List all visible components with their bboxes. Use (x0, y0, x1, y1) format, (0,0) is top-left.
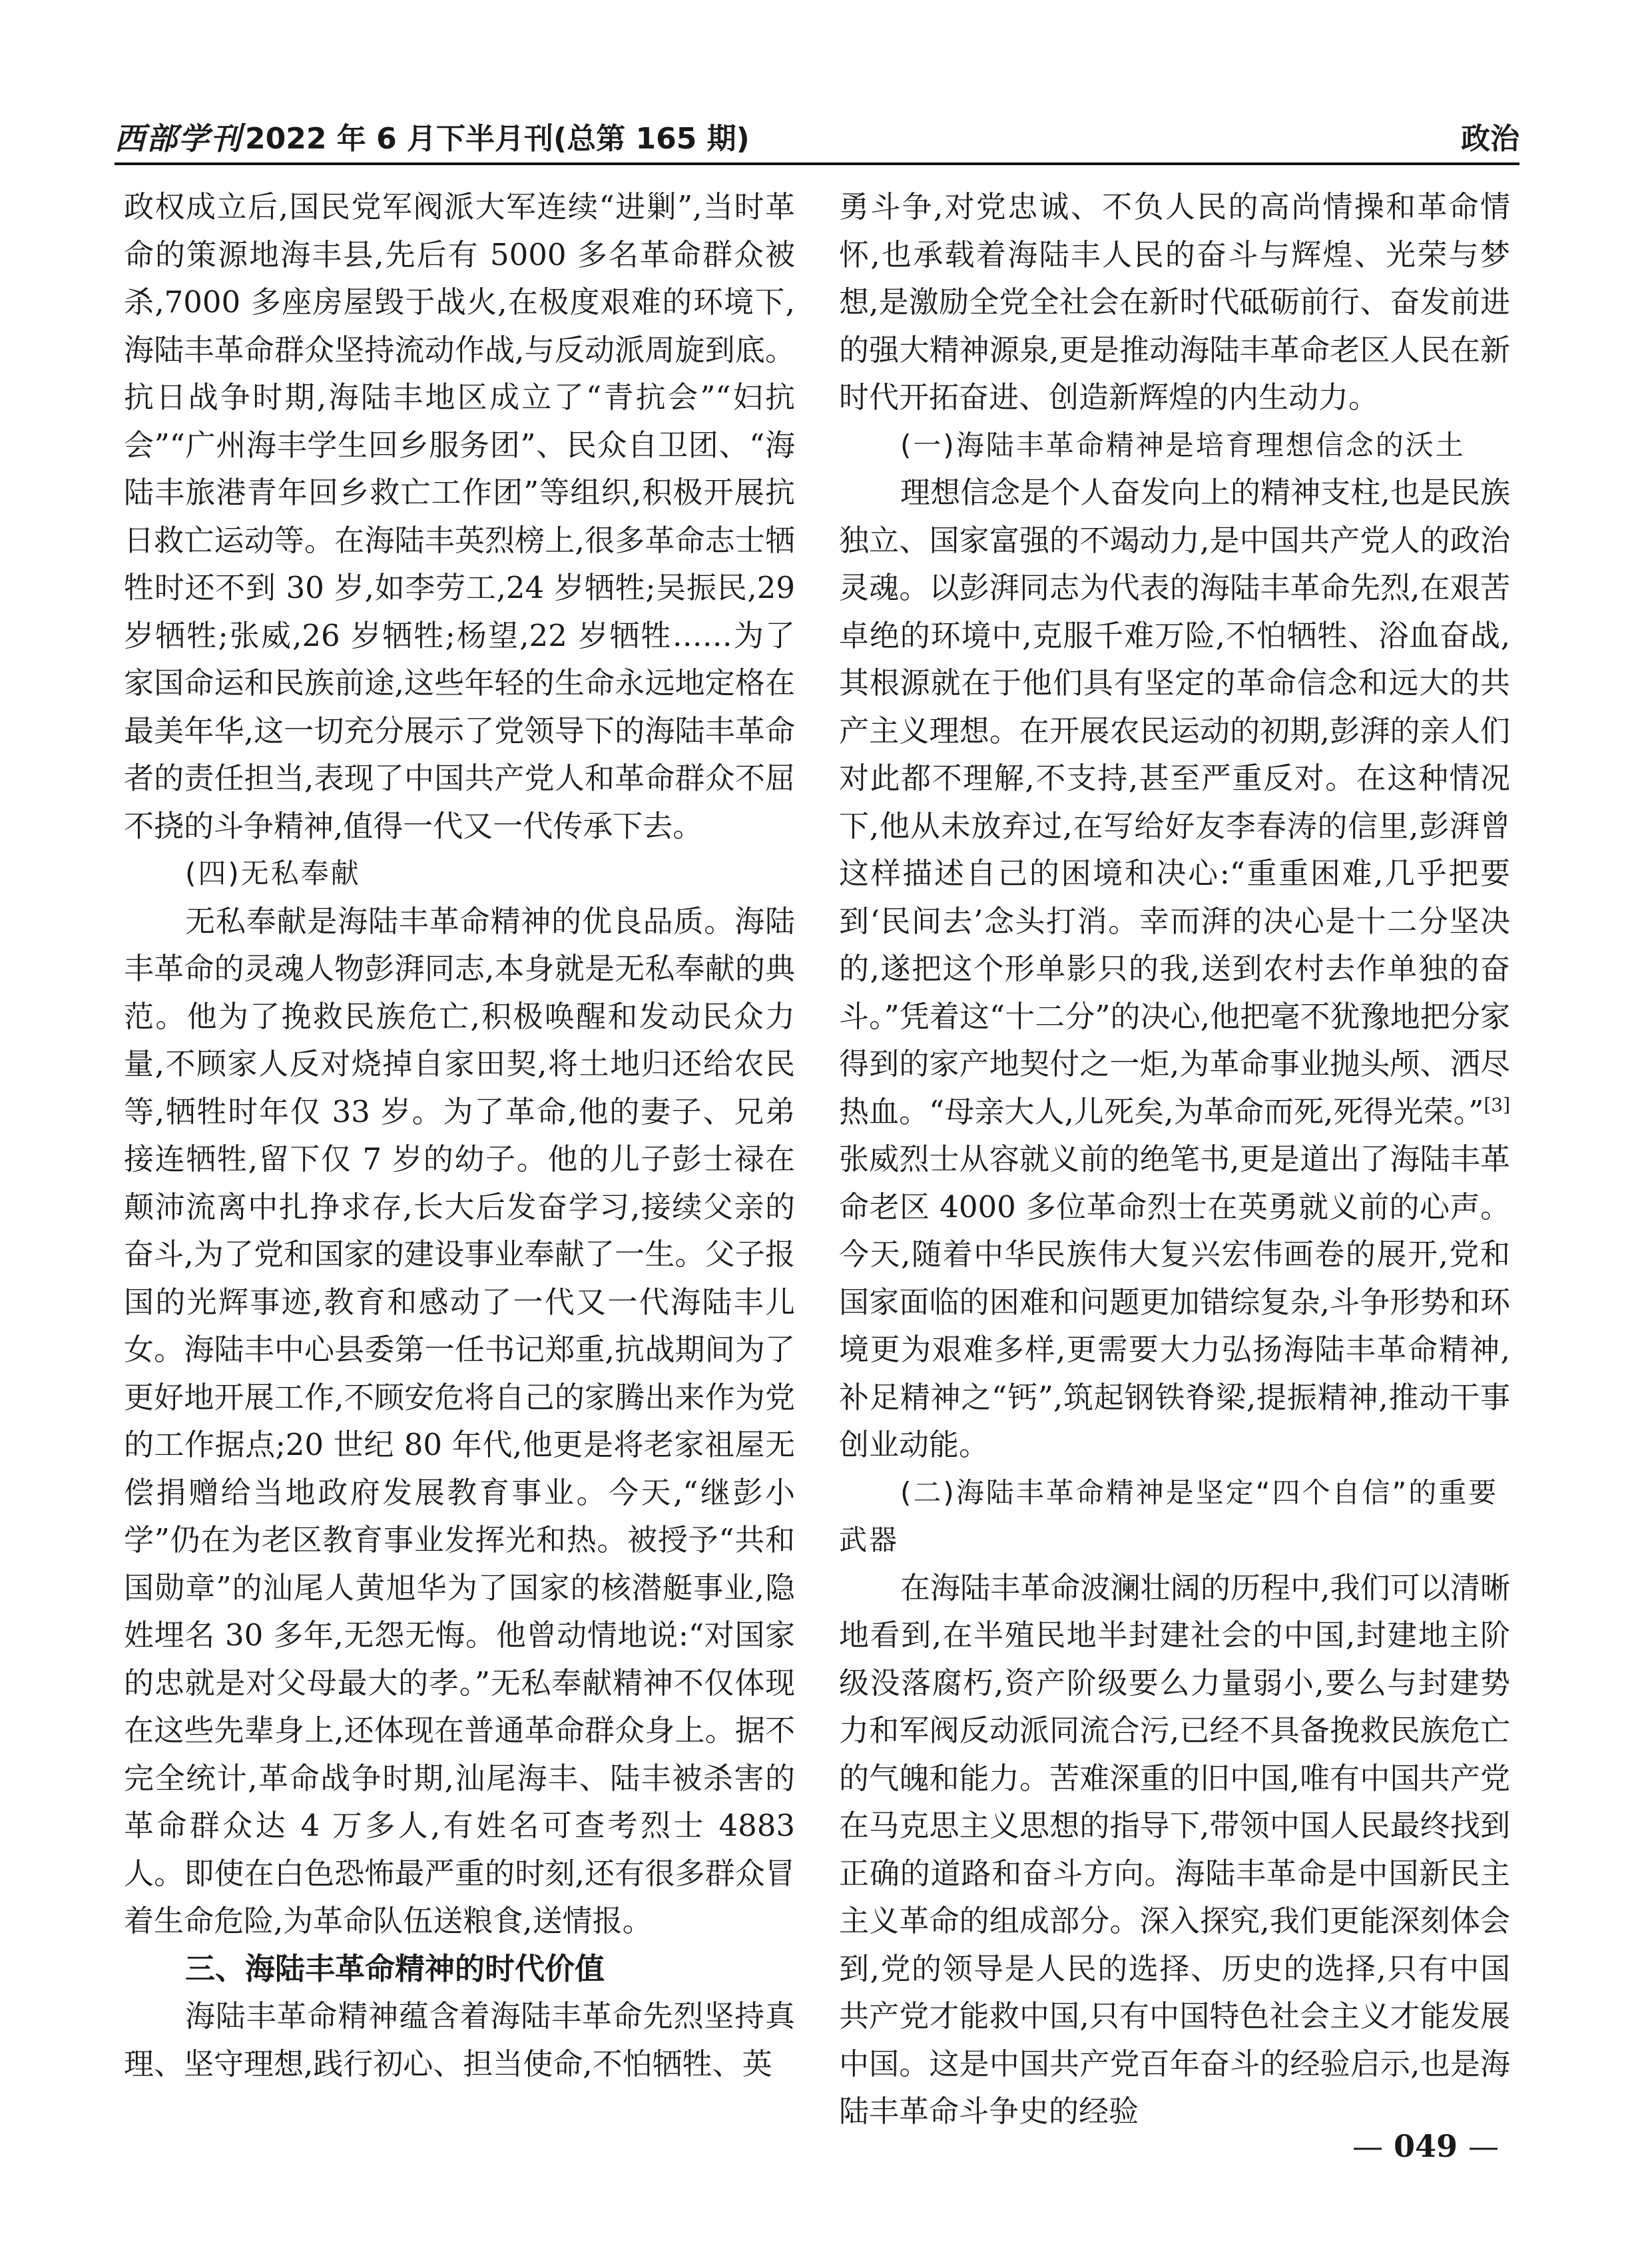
right-column (839, 183, 1510, 2135)
issue-info: 2022 年 6 月下半月刊(总第 165 期) (245, 122, 750, 156)
page-number-dash: — (1352, 2128, 1383, 2164)
citation-marker: [3] (1484, 1093, 1510, 1116)
paragraph-text: 理想信念是个人奋发向上的精神支柱,也是民族独立、国家富强的不竭动力,是中国共产党人的政治灵魂。以彭湃同志为代表的海陆丰革命先烈,在艰苦卓绝的环境中,克服千难万险,不怕牺牲、浴血奋战,其根源就在于他们具有坚定的革命信念和远大的共产主义理想。在开展农民运动的初期,彭湃的亲人们对此都不理解,不支持,甚至严重反对。在这种情况下,他从未放弃过,在写给好友李春涛的信里,彭湃曾这样描述自己的困境和决心:“重重困难,几乎把要到‘民间去’念头打消。幸而湃的决心是十二分坚决的,遂把这个形单影只的我,送到农村去作单独的奋斗。”凭着这“十二分”的决心,他把毫不犹豫地把分家得到的家产地契付之一炬,为革命事业抛头颅、洒尽热血。“母亲大人,儿死矣,为革命而死,死得光荣。” (839, 475, 1510, 1129)
paragraph: 海陆丰革命精神蕴含着海陆丰革命先烈坚持真理、坚守理想,践行初心、担当使命,不怕牺牲、英 (124, 1998, 795, 2082)
journal-logo: 西部学刊 (115, 121, 242, 156)
subsection-heading: (二)海陆丰革命精神是坚定“四个自信”的重要武器 (839, 1476, 1499, 1556)
paragraph: 勇斗争,对党忠诚、不负人民的高尚情操和革命情怀,也承载着海陆丰人民的奋斗与辉煌、光荣与梦想,是激励全党全社会在新时代砥砺前行、奋发前进的强大精神源泉,更是推动海陆丰革命老区人民在新时代开拓奋进、创造新辉煌的内生动力。 (839, 189, 1510, 415)
page-header (115, 112, 1519, 154)
paragraph-text: 张威烈士从容就义前的绝笔书,更是道出了海陆丰革命老区 4000 多位革命烈士在英勇就义前的心声。今天,随着中华民族伟大复兴宏伟画卷的展开,党和国家面临的困难和问题更加错综复杂,斗争形势和环境更为艰难多样,更需要大力弘扬海陆丰革命精神,补足精神之“钙”,筑起钢铁脊梁,提振精神,推动干事创业动能。 (839, 1141, 1510, 1462)
page-number-value: 049 (1393, 2128, 1458, 2164)
paragraph: 无私奉献是海陆丰革命精神的优良品质。海陆丰革命的灵魂人物彭湃同志,本身就是无私奉献的典范。他为了挽救民族危亡,积极唤醒和发动民众力量,不顾家人反对烧掉自家田契,将土地归还给农民等,牺牲时年仅 33 岁。为了革命,他的妻子、兄弟接连牺牲,留下仅 7 岁的幼子。他的儿子彭士禄在颠沛流离中扎挣求存,长大后发奋学习,接续父亲的奋斗,为了党和国家的建设事业奉献了一生。父子报国的光辉事迹,教育和感动了一代又一代海陆丰儿女。海陆丰中心县委第一任书记郑重,抗战期间为了更好地开展工作,不顾安危将自己的家腾出来作为党的工作据点;20 世纪 80 年代,他更是将老家祖屋无偿捐赠给当地政府发展教育事业。今天,“继彭小学”仍在为老区教育事业发挥光和热。被授予“共和国勋章”的汕尾人黄旭华为了国家的核潜艇事业,隐姓埋名 30 多年,无怨无悔。他曾动情地说:“对国家的忠就是对父母最大的孝。”无私奉献精神不仅体现在这些先辈身上,还体现在普通革命群众身上。据不完全统计,革命战争时期,汕尾海丰、陆丰被杀害的革命群众达 4 万多人,有姓名可查考烈士 4883 人。即使在白色恐怖最严重的时刻,还有很多群众冒着生命危险,为革命队伍送粮食,送情报。 (124, 903, 795, 1938)
page-number (1352, 2128, 1499, 2164)
paragraph (839, 469, 1510, 1469)
subsection-heading: (四)无私奉献 (185, 857, 361, 890)
subsection-heading: (一)海陆丰革命精神是培育理想信念的沃土 (900, 428, 1466, 461)
left-column (124, 183, 795, 2088)
header-rule (115, 162, 1519, 165)
section-name: 政治 (1461, 122, 1519, 156)
section-heading: 三、海陆丰革命精神的时代价值 (185, 1950, 605, 1986)
paragraph: 在海陆丰革命波澜壮阔的历程中,我们可以清晰地看到,在半殖民地半封建社会的中国,封建地主阶级没落腐朽,资产阶级要么力量弱小,要么与封建势力和军阀反动派同流合污,已经不具备挽救民族危亡的气魄和能力。苦难深重的旧中国,唯有中国共产党在马克思主义思想的指导下,带领中国人民最终找到正确的道路和奋斗方向。海陆丰革命是中国新民主主义革命的组成部分。深入探究,我们更能深刻体会到,党的领导是人民的选择、历史的选择,只有中国共产党才能救中国,只有中国特色社会主义才能发展中国。这是中国共产党百年奋斗的经验启示,也是海陆丰革命斗争史的经验 (839, 1569, 1510, 2129)
paragraph: 政权成立后,国民党军阀派大军连续“进剿”,当时革命的策源地海丰县,先后有 5000 多名革命群众被杀,7000 多座房屋毁于战火,在极度艰难的环境下,海陆丰革命群众坚持流动作战,与反动派周旋到底。抗日战争时期,海陆丰地区成立了“青抗会”“妇抗会”“广州海丰学生回乡服务团”、民众自卫团、“海陆丰旅港青年回乡救亡工作团”等组织,积极开展抗日救亡运动等。在海陆丰英烈榜上,很多革命志士牺牲时还不到 30 岁,如李劳工,24 岁牺牲;吴振民,29 岁牺牲;张威,26 岁牺牲;杨望,22 岁牺牲……为了家国命运和民族前途,这些年轻的生命永远地定格在最美年华,这一切充分展示了党领导下的海陆丰革命者的责任担当,表现了中国共产党人和革命群众不屈不挠的斗争精神,值得一代又一代传承下去。 (124, 189, 795, 844)
page-number-dash: — (1468, 2128, 1499, 2164)
